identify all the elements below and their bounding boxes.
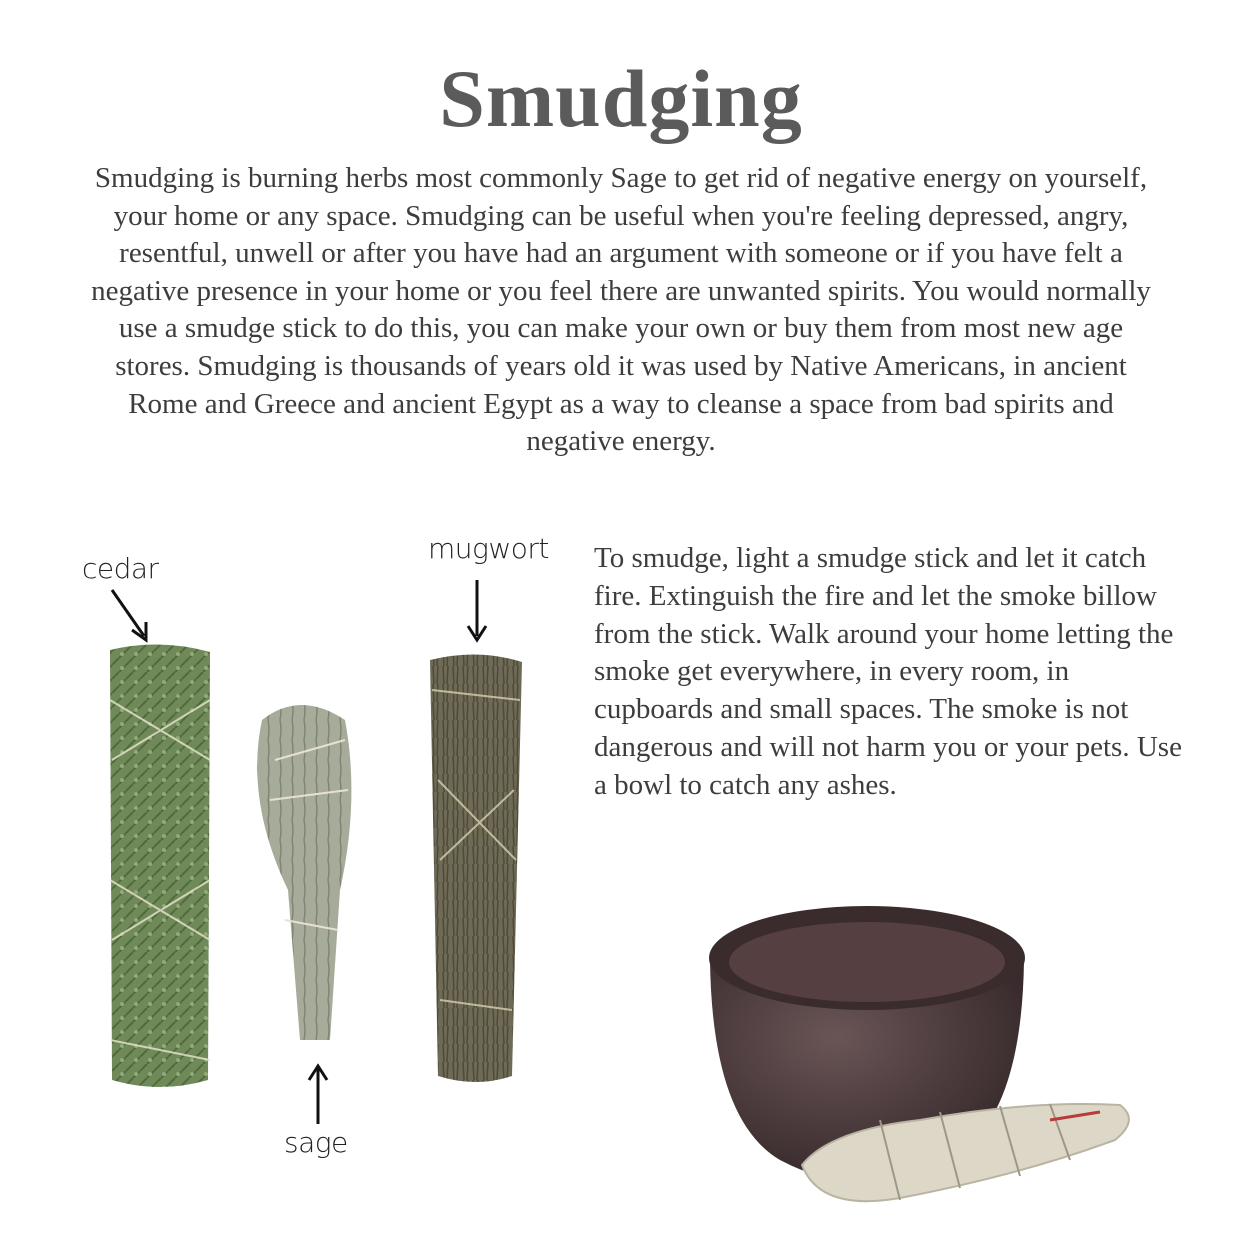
mugwort-bundle bbox=[430, 654, 522, 1082]
mugwort-arrow-icon bbox=[468, 580, 486, 640]
cedar-label: cedar bbox=[82, 552, 159, 585]
intro-paragraph: Smudging is burning herbs most commonly Sage to get rid of negative energy on yourself, your home or any space. Smudging can be useful when you're feeling depressed, angry, resentful, unwell or after you have had an argument with someone or if you have felt a negative presence in your home or you feel there are unwanted spirits. You would normally use a smudge stick to do this, you can make your own or buy them from most new age stores. Smudging is thousands of years old it was used by Native Americans, in ancient Rome and Greece and ancient Egypt as a way to cleanse a space from bad spirits and negative energy. bbox=[91, 162, 1151, 458]
page-title: Smudging bbox=[439, 53, 803, 144]
instructions-paragraph: To smudge, light a smudge stick and let it catch fire. Extinguish the fire and let the smoke billow from the stick. Walk around your home letting the smoke get everywhere, in every room, in cupboards and small spaces. The smoke is not dangerous and will not harm you or your pets. Use a bowl to catch any ashes. bbox=[594, 542, 1182, 801]
cedar-bundle bbox=[110, 644, 210, 1087]
sage-bundle bbox=[257, 705, 351, 1040]
sage-arrow-icon bbox=[309, 1066, 327, 1124]
cedar-arrow-icon bbox=[112, 590, 146, 640]
sage-label: sage bbox=[284, 1126, 348, 1159]
mugwort-label: mugwort bbox=[428, 532, 549, 565]
